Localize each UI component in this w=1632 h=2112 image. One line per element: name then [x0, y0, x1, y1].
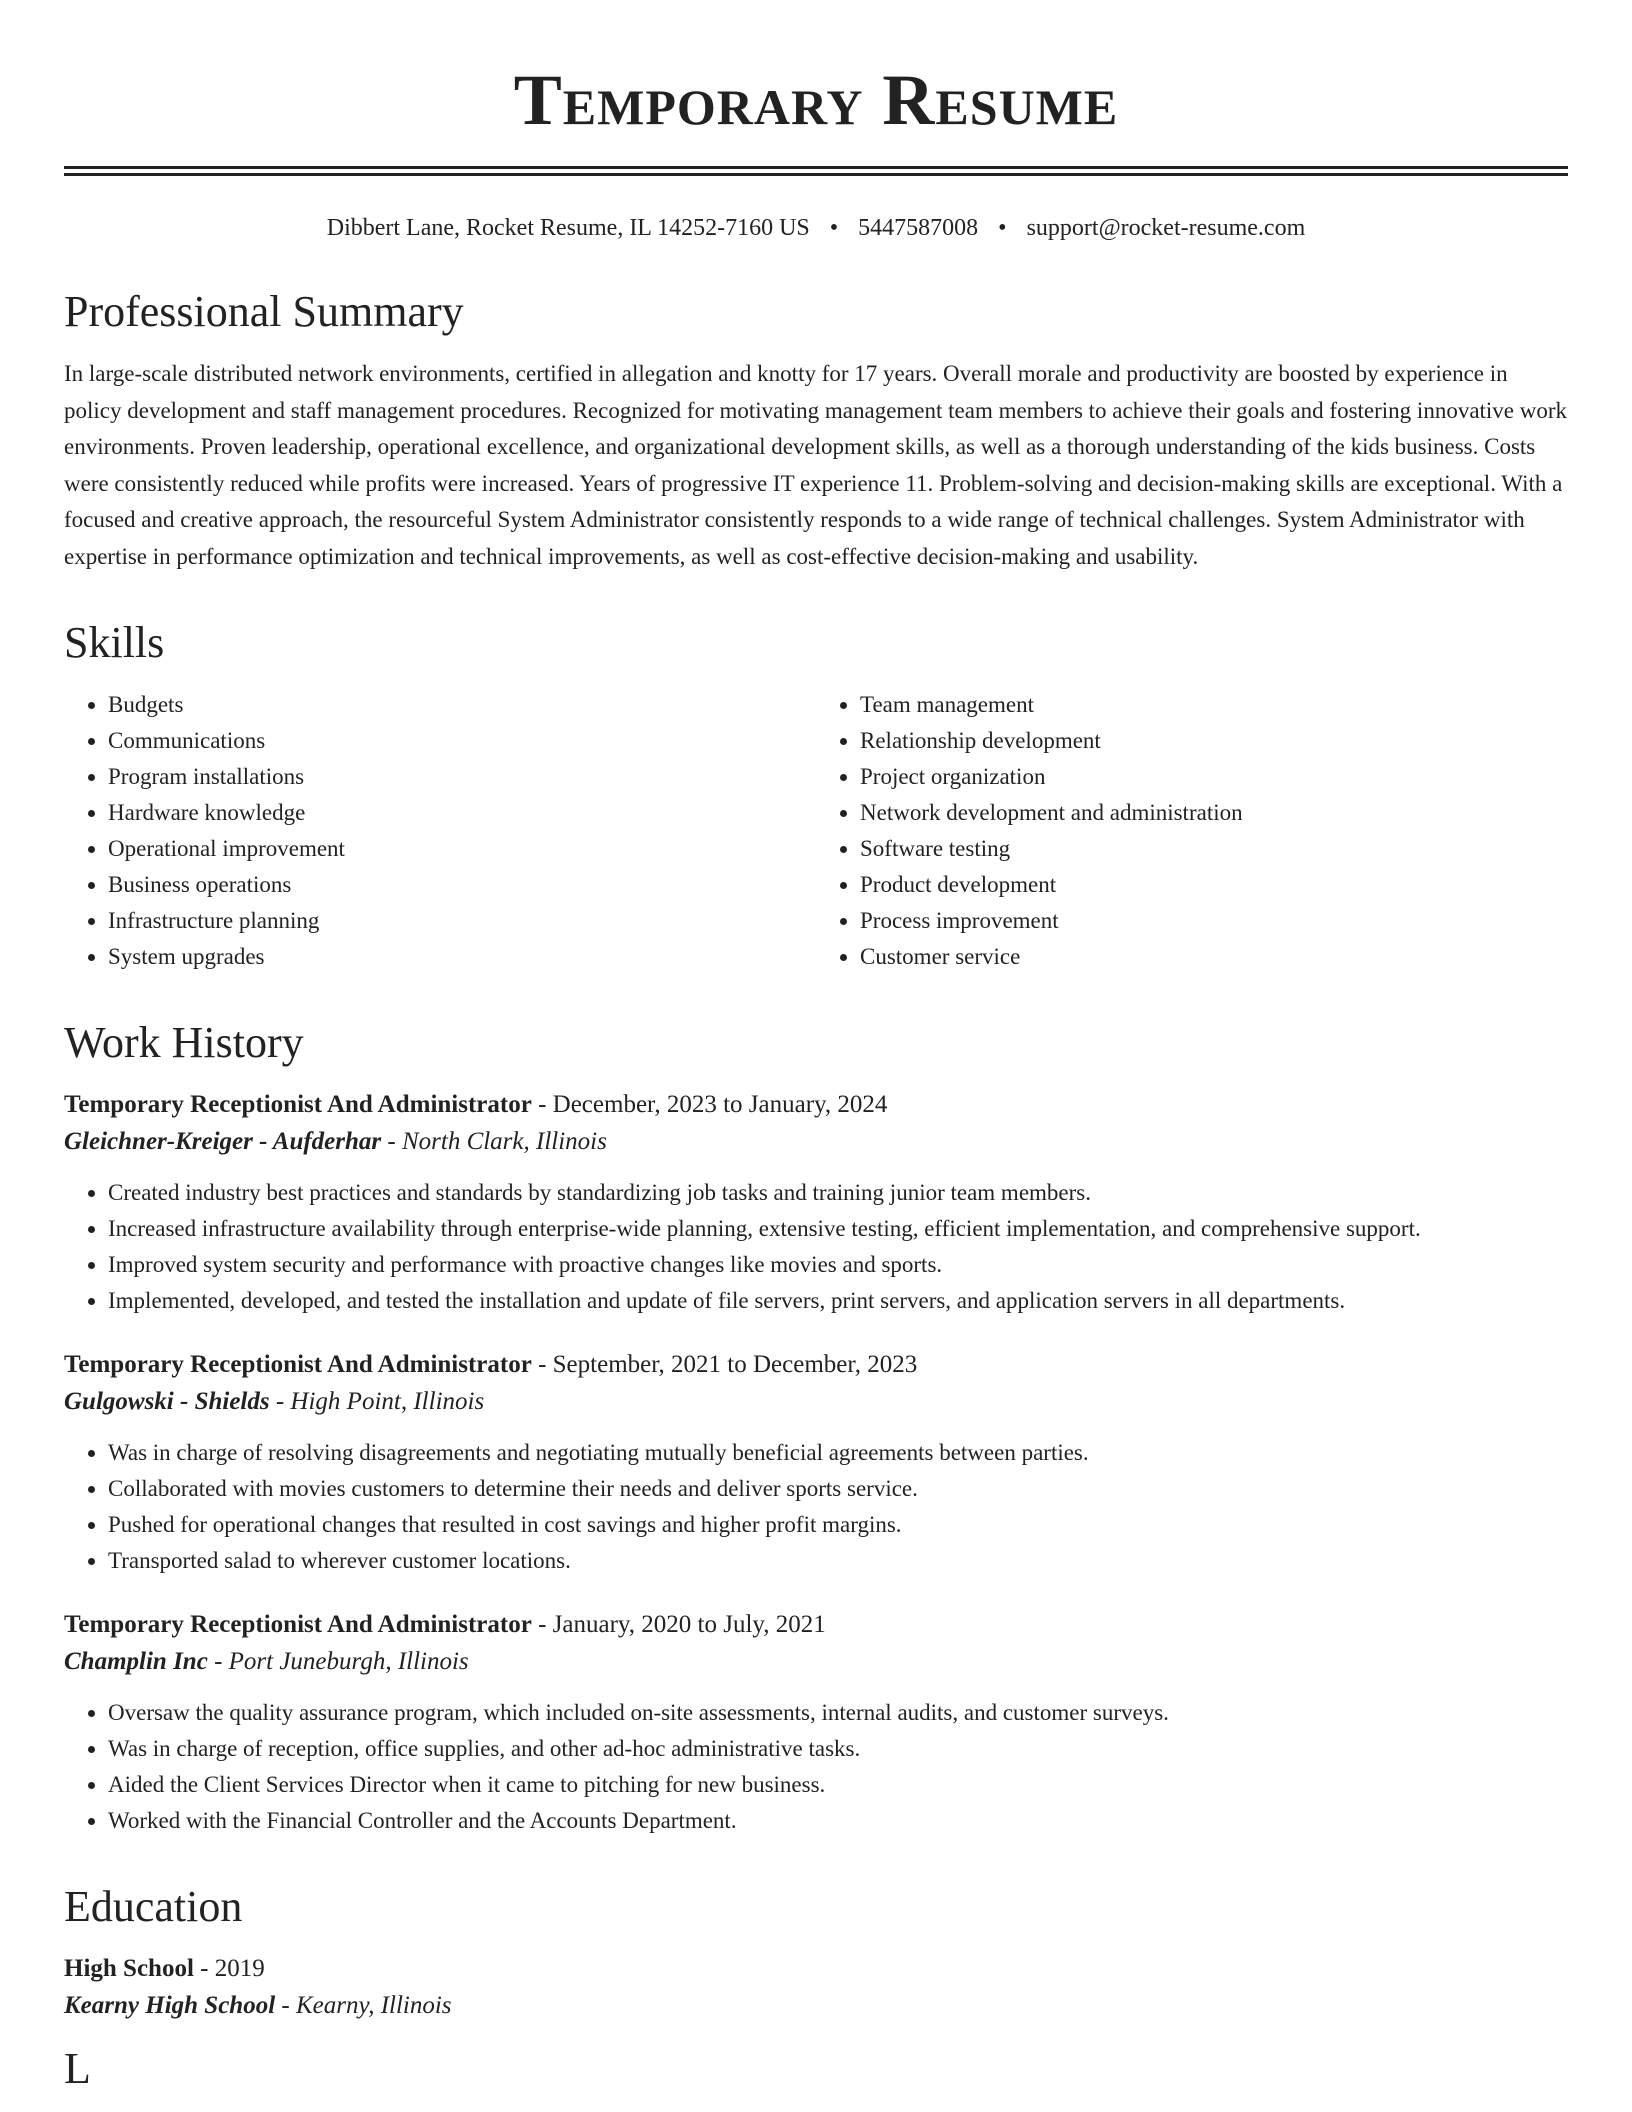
job-company: Champlin Inc — [64, 1648, 208, 1675]
job-bullet: • Oversaw the quality assurance program, which included on-site assessments, internal audits, and customer surveys. — [108, 1695, 1568, 1731]
education-location: - Kearny, Illinois — [275, 1992, 452, 2019]
education-degree: High School — [64, 1955, 194, 1982]
contact-separator: • — [998, 215, 1007, 241]
skill-item: • System upgrades — [108, 939, 816, 975]
job-entry — [64, 1607, 1568, 1839]
job-bullet: • Collaborated with movies customers to determine their needs and deliver sports service. — [108, 1471, 1568, 1507]
job-location: - High Point, Illinois — [269, 1388, 485, 1415]
skills-column-left — [64, 687, 816, 975]
summary-heading: Professional Summary — [64, 287, 464, 336]
job-bullet: • Transported salad to wherever customer locations. — [108, 1543, 1568, 1579]
skills-list — [64, 687, 1568, 975]
education-school: Kearny High School — [64, 1992, 276, 2019]
skill-item: • Team management — [860, 687, 1568, 723]
job-bullet: • Increased infrastructure availability through enterprise-wide planning, extensive testing, efficient implementation, and comprehensive support. — [108, 1211, 1568, 1247]
job-company: Gulgowski - Shields — [64, 1388, 270, 1415]
skill-item: • Customer service — [860, 939, 1568, 975]
summary-text: In large-scale distributed network environments, certified in allegation and knotty for 17 years. Overall morale and productivity are boosted by experience in policy development and staff management procedures. Recognized for motivating management team members to achieve their goals and fostering innovative work environments. Proven leadership, operational excellence, and organizational development skills, as well as a thorough understanding of the kids business. Costs were consistently reduced while profits were increased. Years of progressive IT experience 11. Problem-solving and decision-making skills are exceptional. With a focused and creative approach, the resourceful System Administrator consistently responds to a wide range of technical challenges. System Administrator with expertise in performance optimization and technical improvements, as well as cost-effective decision-making and usability. — [64, 361, 1568, 569]
skill-item: • Program installations — [108, 759, 816, 795]
education-entry — [64, 1951, 1568, 2025]
job-dates: - December, 2023 to January, 2024 — [531, 1091, 888, 1118]
job-bullet: • Was in charge of reception, office supplies, and other ad-hoc administrative tasks. — [108, 1731, 1568, 1767]
job-bullet: • Pushed for operational changes that resulted in cost savings and higher profit margins. — [108, 1507, 1568, 1543]
contact-phone: 5447587008 — [858, 215, 979, 241]
skill-item: • Infrastructure planning — [108, 903, 816, 939]
skill-item: • Communications — [108, 723, 816, 759]
job-header — [64, 1347, 1568, 1383]
job-bullet: • Implemented, developed, and tested the installation and update of file servers, print servers, and application servers in all departments. — [108, 1283, 1568, 1319]
skill-item: • Operational improvement — [108, 831, 816, 867]
education-header — [64, 1951, 1568, 1987]
job-title: Temporary Receptionist And Administrator — [64, 1611, 532, 1638]
skill-item: • Process improvement — [860, 903, 1568, 939]
job-employer — [64, 1123, 1568, 1161]
job-bullet: • Improved system security and performance with proactive changes like movies and sports. — [108, 1247, 1568, 1283]
work-history-heading: Work History — [64, 1018, 304, 1067]
skill-item: • Project organization — [860, 759, 1568, 795]
resume-title: Temporary Resume — [513, 60, 1119, 140]
job-header — [64, 1087, 1568, 1123]
job-location: - Port Juneburgh, Illinois — [207, 1648, 469, 1675]
job-entry — [64, 1347, 1568, 1579]
skill-item: • Relationship development — [860, 723, 1568, 759]
skill-item: • Hardware knowledge — [108, 795, 816, 831]
job-bullets — [64, 1435, 1568, 1579]
skill-item: • Product development — [860, 867, 1568, 903]
job-location: - North Clark, Illinois — [381, 1128, 607, 1155]
skills-heading: Skills — [64, 618, 165, 667]
skill-item: • Business operations — [108, 867, 816, 903]
skill-item: • Software testing — [860, 831, 1568, 867]
next-section-heading: L — [64, 2044, 91, 2093]
job-entry — [64, 1087, 1568, 1319]
job-company: Gleichner-Kreiger - Aufderhar — [64, 1128, 382, 1155]
contact-line — [64, 212, 1568, 244]
job-employer — [64, 1383, 1568, 1421]
title-divider — [64, 166, 1568, 176]
job-employer — [64, 1643, 1568, 1681]
skills-column-right — [816, 687, 1568, 975]
contact-email: support@rocket-resume.com — [1026, 215, 1306, 241]
skill-item: • Budgets — [108, 687, 816, 723]
job-bullets — [64, 1175, 1568, 1319]
education-school-line — [64, 1987, 1568, 2025]
job-bullet: • Created industry best practices and standards by standardizing job tasks and training junior team members. — [108, 1175, 1568, 1211]
job-bullets — [64, 1695, 1568, 1839]
job-dates: - January, 2020 to July, 2021 — [531, 1611, 826, 1638]
contact-separator: • — [829, 215, 839, 241]
contact-address: Dibbert Lane, Rocket Resume, IL 14252-7160 US — [326, 215, 810, 241]
job-bullet: • Worked with the Financial Controller and the Accounts Department. — [108, 1803, 1568, 1839]
job-title: Temporary Receptionist And Administrator — [64, 1091, 532, 1118]
job-bullet: • Aided the Client Services Director when it came to pitching for new business. — [108, 1767, 1568, 1803]
skill-item: • Network development and administration — [860, 795, 1568, 831]
job-title: Temporary Receptionist And Administrator — [64, 1351, 532, 1378]
job-header — [64, 1607, 1568, 1643]
job-dates: - September, 2021 to December, 2023 — [531, 1351, 918, 1378]
education-year: - 2019 — [193, 1955, 265, 1982]
job-bullet: • Was in charge of resolving disagreements and negotiating mutually beneficial agreements between parties. — [108, 1435, 1568, 1471]
education-heading: Education — [64, 1882, 243, 1931]
